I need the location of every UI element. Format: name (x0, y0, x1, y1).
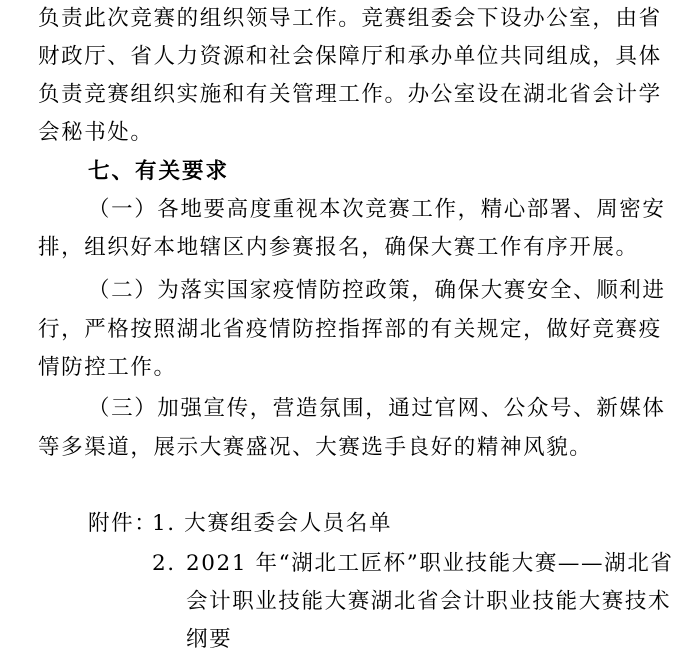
text-line: 等多渠道，展示大赛盛况、大赛选手良好的精神风貌。 (38, 435, 593, 460)
attachment-item-2-line: 会计职业技能大赛湖北省会计职业技能大赛技术 (186, 589, 672, 614)
attachments-label: 附件： (88, 511, 158, 536)
text-line: 会秘书处。 (38, 120, 154, 145)
text-line: 财政厅、省人力资源和社会保障厅和承办单位共同组成，具体 (38, 44, 662, 69)
text-line: 负责此次竞赛的组织领导工作。竞赛组委会下设办公室，由省 (38, 6, 662, 31)
text-line: （二）为落实国家疫情防控政策，确保大赛安全、顺利进 (88, 278, 666, 303)
attachment-item-2-number: 2. (152, 551, 176, 576)
text-line: 负责竞赛组织实施和有关管理工作。办公室设在湖北省会计学 (38, 82, 662, 107)
attachment-item-1: 1. 大赛组委会人员名单 (152, 511, 393, 536)
text-line: 行，严格按照湖北省疫情防控指挥部的有关规定，做好竞赛疫 (38, 317, 662, 342)
attachment-item-2-line: 纲要 (186, 627, 233, 652)
text-line: （一）各地要高度重视本次竞赛工作，精心部署、周密安 (88, 197, 666, 222)
text-line: 情防控工作。 (38, 355, 177, 380)
attachment-item-2-line: 2021 年“湖北工匠杯”职业技能大赛——湖北省 (186, 551, 674, 576)
text-line: （三）加强宣传，营造氛围，通过官网、公众号、新媒体 (88, 396, 666, 421)
section-heading: 七、有关要求 (88, 159, 230, 184)
text-line: 排，组织好本地辖区内参赛报名，确保大赛工作有序开展。 (38, 235, 639, 260)
